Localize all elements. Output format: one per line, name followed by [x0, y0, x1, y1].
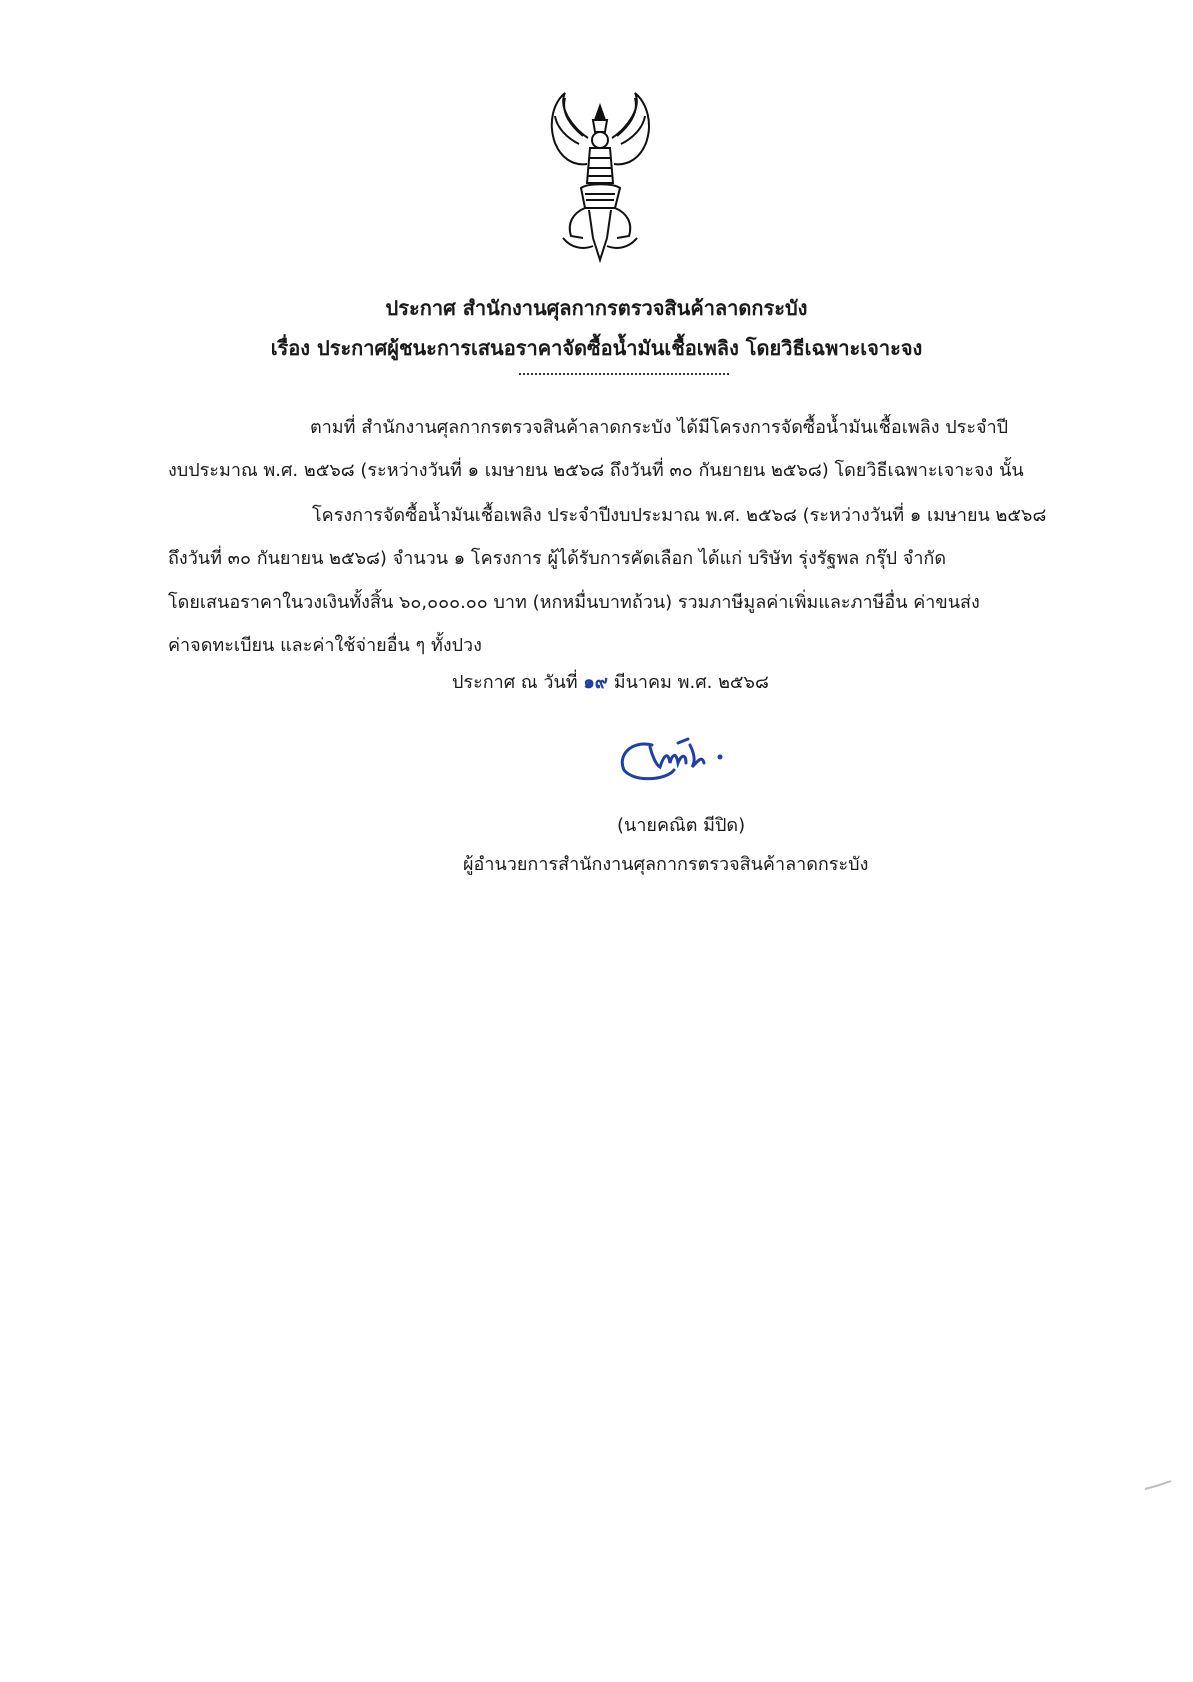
paragraph-2-line-2: ถึงวันที่ ๓๐ กันยายน ๒๕๖๘) จำนวน ๑ โครงการ ผู้ได้รับการคัดเลือก ได้แก่ บริษัท รุ่งรัฐพล กรุ๊ป จำกัด: [168, 548, 947, 569]
paragraph-2-line-3: โดยเสนอราคาในวงเงินทั้งสิ้น ๖๐,๐๐๐.๐๐ บาท (หกหมื่นบาทถ้วน) รวมภาษีมูลค่าเพิ่มและภาษีอื่น ค่าขนส่ง: [168, 592, 980, 613]
announcement-subject: เรื่อง ประกาศผู้ชนะการเสนอราคาจัดซื้อน้ำมันเชื้อเพลิง โดยวิธีเฉพาะเจาะจง: [270, 336, 923, 360]
paragraph-1-line-1: ตามที่ สำนักงานศุลกากรตรวจสินค้าลาดกระบัง ได้มีโครงการจัดซื้อน้ำมันเชื้อเพลิง ประจำปี: [310, 417, 1009, 438]
handwritten-signature-icon: [612, 725, 752, 785]
announcement-title: ประกาศ สำนักงานศุลกากรตรวจสินค้าลาดกระบัง: [385, 296, 808, 320]
signer-name: (นายคณิต มีปิด): [617, 815, 746, 836]
title-separator: [519, 373, 729, 375]
date-day: ๑๙: [583, 672, 608, 693]
signer-title: ผู้อำนวยการสำนักงานศุลกากรตรวจสินค้าลาดกระบัง: [463, 854, 869, 875]
announcement-date: [452, 665, 769, 701]
garuda-emblem-icon: [543, 88, 658, 268]
scan-artifact: [1143, 1475, 1173, 1495]
paragraph-1-line-2: งบประมาณ พ.ศ. ๒๕๖๘ (ระหว่างวันที่ ๑ เมษายน ๒๕๖๘ ถึงวันที่ ๓๐ กันยายน ๒๕๖๘) โดยวิธีเฉพาะเจาะจง นั้น: [168, 460, 1024, 481]
date-prefix: ประกาศ ณ วันที่: [452, 672, 578, 693]
paragraph-2-line-4: ค่าจดทะเบียน และค่าใช้จ่ายอื่น ๆ ทั้งปวง: [168, 635, 482, 656]
paragraph-2-line-1: โครงการจัดซื้อน้ำมันเชื้อเพลิง ประจำปีงบประมาณ พ.ศ. ๒๕๖๘ (ระหว่างวันที่ ๑ เมษายน ๒๕๖๘: [312, 505, 1047, 526]
date-month-year: มีนาคม พ.ศ. ๒๕๖๘: [613, 672, 769, 693]
